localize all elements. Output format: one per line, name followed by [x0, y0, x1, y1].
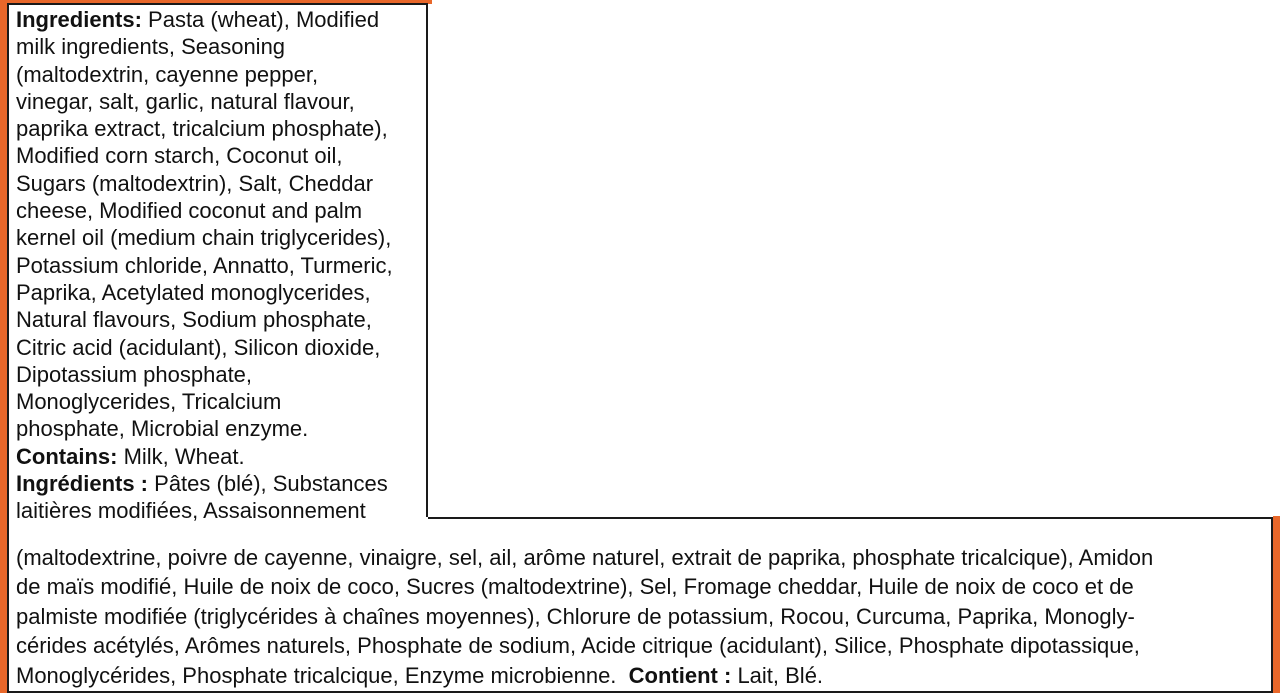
english-ingredients-label: Ingredients:: [16, 7, 142, 32]
orange-edge-right: [1273, 516, 1280, 693]
french-contains-label: Contient :: [628, 662, 732, 688]
english-contains-line: [16, 443, 426, 470]
english-ingredients-line: Potassium chloride, Annatto, Turmeric,: [16, 252, 393, 278]
french-ingredients-line: (maltodextrine, poivre de cayenne, vinaigre, sel, ail, arôme naturel, extrait de paprika, phosphate tricalcique), Amidon: [16, 545, 1154, 570]
english-ingredients-line: Sugars (maltodextrin), Salt, Cheddar: [16, 170, 374, 196]
orange-edge-left: [0, 0, 7, 693]
english-ingredients-line: Modified corn starch, Coconut oil,: [16, 143, 343, 169]
french-ingredients-label: Ingrédients :: [16, 471, 149, 497]
english-ingredients-line: Natural flavours, Sodium phosphate,: [16, 307, 372, 333]
english-ingredients-line: cheese, Modified coconut and palm: [16, 198, 363, 224]
ingredients-text-block: [16, 6, 426, 525]
english-ingredients-line: kernel oil (medium chain triglycerides),: [16, 225, 392, 251]
french-ingredients-line: cérides acétylés, Arômes naturels, Phosphate de sodium, Acide citrique (acidulant), Silice, Phosphate dipotassique,: [16, 633, 1140, 659]
english-ingredients-line: Citric acid (acidulant), Silicon dioxide,: [16, 334, 381, 360]
french-contains-value: Lait, Blé.: [737, 662, 824, 688]
english-contains-value: Milk, Wheat.: [123, 443, 245, 469]
french-last-line: Monoglycérides, Phosphate tricalcique, Enzyme microbienne. Contient : Lait, Blé.: [16, 662, 824, 688]
english-ingredients-line: Monoglycerides, Tricalcium: [16, 389, 282, 415]
english-ingredients-line: Paprika, Acetylated monoglycerides,: [16, 279, 371, 305]
english-ingredients-line: Dipotassium phosphate,: [16, 361, 253, 387]
french-ingredients-first-line: Ingrédients : Pâtes (blé), Substances: [16, 471, 388, 497]
english-ingredients-first-line: Ingredients: Pasta (wheat), Modified: [16, 7, 380, 32]
english-ingredients-line: paprika extract, tricalcium phosphate),: [16, 116, 388, 142]
french-ingredients-line: laitières modifiées, Assaisonnement: [16, 498, 366, 524]
english-ingredients-line: phosphate, Microbial enzyme.: [16, 416, 309, 442]
french-ingredients-line: de maïs modifié, Huile de noix de coco, Sucres (maltodextrine), Sel, Fromage cheddar, Huile de noix de coco et de: [16, 574, 1134, 600]
panel-step-border: [428, 517, 1273, 519]
english-ingredients-line: (maltodextrin, cayenne pepper,: [16, 61, 319, 87]
english-contains-label: Contains:: [16, 443, 118, 469]
english-ingredients-line: vinegar, salt, garlic, natural flavour,: [16, 88, 355, 114]
french-ingredients-line: palmiste modifiée (triglycérides à chaînes moyennes), Chlorure de potassium, Rocou, Curcuma, Paprika, Monogly-: [16, 603, 1135, 629]
english-ingredients-line: milk ingredients, Seasoning: [16, 34, 286, 60]
french-ingredients-wide-block: [16, 543, 1266, 690]
